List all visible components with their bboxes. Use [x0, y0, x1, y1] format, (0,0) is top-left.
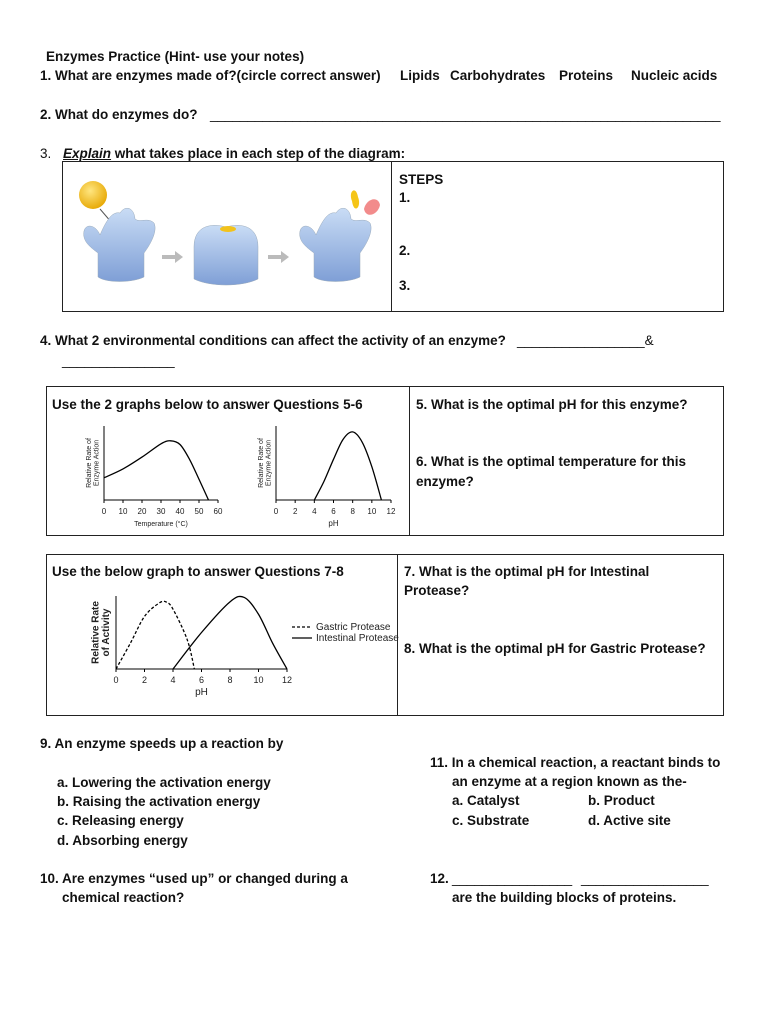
ph-chart-y-label — [258, 438, 272, 488]
question-12-number: 12. — [430, 871, 449, 886]
ph-chart-x-tick-label: 8 — [350, 507, 355, 516]
protease-chart-x-tick-label: 6 — [198, 675, 205, 685]
product-icon-yellow — [351, 190, 359, 208]
q3-text: what takes place in each step of the diagram: — [111, 146, 406, 161]
protease-chart-x-tick-label: 12 — [281, 675, 293, 685]
q1-option-nucleic-acids[interactable]: Nucleic acids — [631, 68, 718, 83]
question-10-line2: chemical reaction? — [62, 890, 185, 905]
q2-answer-blank[interactable]: ____________________________________________________________________ — [210, 107, 721, 122]
temperature-chart — [80, 418, 240, 528]
page-title: Enzymes Practice (Hint- use your notes) — [46, 49, 305, 64]
protease-chart — [84, 588, 398, 710]
q9-option-c[interactable]: c. Releasing energy — [57, 813, 184, 828]
protease-chart-x-label: pH — [195, 687, 208, 698]
question-1: 1. What are enzymes made of?(circle correct answer) — [40, 68, 381, 83]
q9-option-a[interactable]: a. Lowering the activation energy — [57, 775, 271, 790]
step-2: 2. — [399, 243, 411, 258]
legend-label-1: Intestinal Protease — [316, 633, 399, 644]
protease-chart-series-intestinal-protease-line — [173, 596, 287, 669]
question-6-line2: enzyme? — [416, 474, 474, 489]
question-2: 2. What do enzymes do? — [40, 107, 198, 122]
temp-chart-x-tick-label: 60 — [213, 507, 223, 516]
temp-chart-series-0-line — [104, 441, 209, 500]
enzyme-substrate-complex-icon — [194, 225, 258, 285]
q1-option-lipids[interactable]: Lipids — [400, 68, 440, 83]
q11-option-b[interactable]: b. Product — [588, 793, 655, 808]
q12-answer-blank-2[interactable]: _________________ — [581, 871, 709, 886]
legend-label-0: Gastric Protease — [316, 622, 391, 633]
question-12-line2: are the building blocks of proteins. — [452, 890, 677, 905]
arrow-icon-1 — [162, 251, 183, 263]
box1-divider — [409, 386, 410, 535]
question-7-line1: 7. What is the optimal pH for Intestinal — [404, 564, 650, 579]
protease-chart-y-label-line: Relative Rate — [90, 601, 102, 664]
q11-option-d[interactable]: d. Active site — [588, 813, 671, 828]
ph-chart-x-tick-label: 6 — [331, 507, 336, 516]
q3-number: 3. — [40, 146, 52, 161]
ph-chart-y-label-line: Relative Rate of — [257, 438, 265, 488]
q1-option-proteins[interactable]: Proteins — [559, 68, 614, 83]
protease-chart-x-tick-label: 4 — [170, 675, 176, 685]
q4-answer-blank-2[interactable]: _______________ — [62, 353, 175, 368]
temp-chart-x-tick-label: 40 — [175, 507, 185, 516]
temp-chart-x-tick-label: 30 — [156, 507, 166, 516]
enzyme-substrate-diagram — [62, 161, 391, 310]
ph-chart — [252, 418, 402, 528]
box2-instruction: Use the below graph to answer Questions 7-8 — [52, 564, 344, 579]
ph-chart-series-0-line — [314, 432, 381, 500]
protease-chart-x-tick-label: 8 — [227, 675, 233, 685]
diagram-divider — [391, 161, 392, 311]
ph-chart-y-label-line: Enzyme Action — [265, 439, 273, 487]
enzyme-icon-2 — [300, 208, 371, 281]
protease-chart-y-label — [91, 601, 113, 664]
q9-option-d[interactable]: d. Absorbing energy — [57, 833, 188, 848]
question-4: 4. What 2 environmental conditions can affect the activity of an enzyme? — [40, 333, 506, 348]
step-3: 3. — [399, 278, 411, 293]
substrate-icon — [79, 181, 107, 209]
ph-chart-x-tick-label: 10 — [367, 507, 377, 516]
ph-chart-x-label: pH — [328, 519, 339, 528]
ph-chart-x-tick-label: 12 — [386, 507, 396, 516]
step-1: 1. — [399, 190, 411, 205]
q4-answer-blank-1[interactable]: _________________& — [517, 333, 654, 348]
q3-emphasis: Explain — [63, 146, 112, 161]
question-6-line1: 6. What is the optimal temperature for this — [416, 454, 687, 469]
protease-chart-x-tick-label: 10 — [253, 675, 264, 685]
protease-chart-x-tick-label: 2 — [141, 675, 148, 685]
q9-option-b[interactable]: b. Raising the activation energy — [57, 794, 261, 809]
question-7-line2: Protease? — [404, 583, 470, 598]
question-5: 5. What is the optimal pH for this enzyme? — [416, 397, 688, 412]
steps-title: STEPS — [399, 172, 444, 187]
question-11-line2: an enzyme at a region known as the- — [452, 774, 687, 789]
box1-instruction: Use the 2 graphs below to answer Questions 5-6 — [52, 397, 363, 412]
ph-chart-x-tick-label: 4 — [312, 507, 317, 516]
temp-chart-x-tick-label: 0 — [101, 507, 107, 516]
q11-option-c[interactable]: c. Substrate — [452, 813, 530, 828]
q11-option-a[interactable]: a. Catalyst — [452, 793, 520, 808]
protease-chart-series-gastric-protease-line — [116, 601, 194, 669]
temp-chart-y-label-line: Relative Rate of — [85, 438, 93, 488]
question-9: 9. An enzyme speeds up a reaction by — [40, 736, 284, 751]
question-10-line1: 10. Are enzymes “used up” or changed during a — [40, 871, 348, 886]
ph-chart-x-tick-label: 0 — [273, 507, 279, 516]
q1-option-carbohydrates[interactable]: Carbohydrates — [450, 68, 546, 83]
temp-chart-x-tick-label: 10 — [118, 507, 128, 516]
ph-chart-x-tick-label: 2 — [292, 507, 298, 516]
temp-chart-x-label: Temperature (°C) — [134, 521, 188, 528]
question-3 — [40, 146, 405, 162]
question-8: 8. What is the optimal pH for Gastric Protease? — [404, 641, 706, 656]
q12-answer-blank-1[interactable]: ________________ — [452, 871, 573, 886]
protease-chart-x-tick-label: 0 — [113, 675, 119, 685]
temp-chart-x-tick-label: 20 — [137, 507, 147, 516]
temp-chart-y-label-line: Enzyme Action — [93, 439, 101, 487]
arrow-icon-2 — [268, 251, 289, 263]
temp-chart-y-label — [86, 438, 100, 488]
protease-chart-y-label-line: of Activity — [101, 608, 112, 657]
product-icon-pink — [364, 199, 380, 215]
temp-chart-x-tick-label: 50 — [194, 507, 204, 516]
enzyme-icon-1 — [84, 208, 155, 281]
question-11-line1: 11. In a chemical reaction, a reactant binds to — [430, 755, 721, 770]
